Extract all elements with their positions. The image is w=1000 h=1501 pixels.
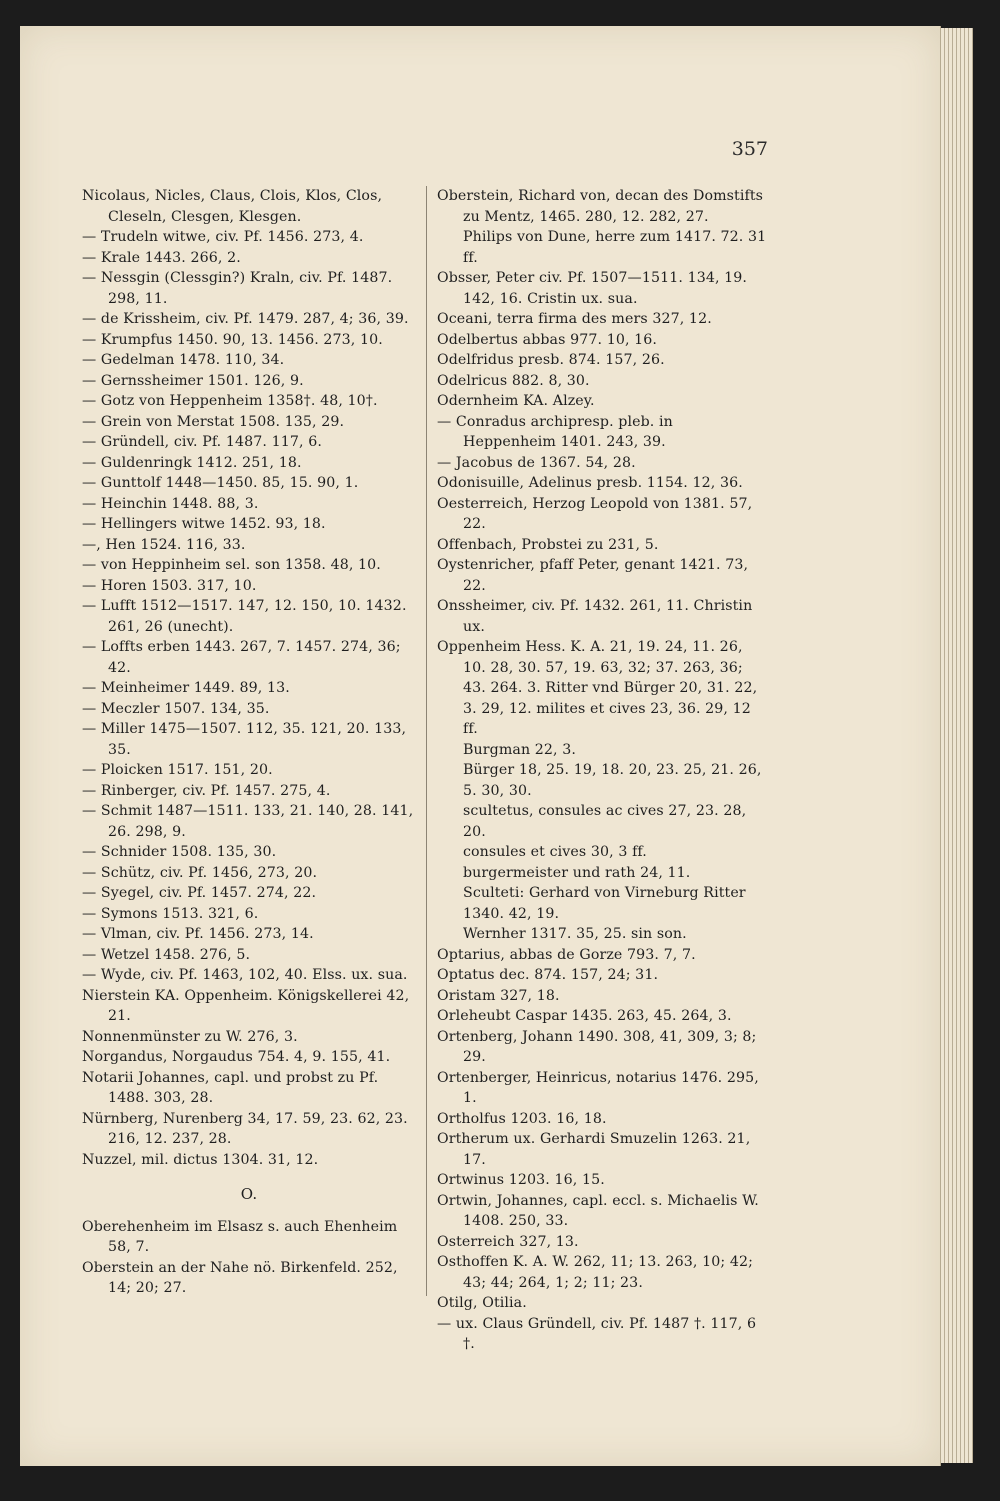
column-divider [426,186,427,1296]
index-entry: Osthoffen K. A. W. 262, 11; 13. 263, 10; 42; 43; 44; 264, 1; 2; 11; 23. [437,1254,754,1291]
index-entry: Otilg, Otilia. [437,1295,527,1311]
index-entry: — Lufft 1512—1517. 147, 12. 150, 10. 1432. 261, 26 (unecht). [82,598,407,635]
index-entry: — Heinchin 1448. 88, 3. [82,495,259,512]
index-entry: Nierstein KA. Oppenheim. Königskellerei 42, 21. [82,987,410,1024]
section-letter: O. [240,1185,258,1203]
index-entry: — Meczler 1507. 134, 35. [82,700,270,717]
index-entry: Optatus dec. 874. 157, 24; 31. [437,967,659,983]
index-entry: Odelbertus abbas 977. 10, 16. [437,331,658,348]
index-entry: Odernheim KA. Alzey. [437,393,595,409]
index-entry: — de Krissheim, civ. Pf. 1479. 287, 4; 36, 39. [82,311,409,327]
index-entry: Osterreich 327, 13. [437,1233,579,1250]
index-entry: — von Heppinheim sel. son 1358. 48, 10. [82,557,381,573]
index-entry: —, Hen 1524. 116, 33. [82,536,246,553]
index-entry: — Horen 1503. 317, 10. [82,577,257,594]
index-entry: Bürger 18, 25. 19, 18. 20, 23. 25, 21. 26, 5. 30, 30. [463,762,762,799]
index-entry: Offenbach, Probstei zu 231, 5. [437,536,659,553]
index-entry: consules et cives 30, 3 ff. [463,844,647,860]
index-entry: Nürnberg, Nurenberg 34, 17. 59, 23. 62, 23. 216, 12. 237, 28. [82,1110,408,1147]
index-entry: — Gotz von Heppenheim 1358†. 48, 10†. [82,393,378,409]
index-entry: burgermeister und rath 24, 11. [463,864,691,881]
index-entry: — Jacobus de 1367. 54, 28. [437,454,636,471]
index-entry: — Wyde, civ. Pf. 1463, 102, 40. Elss. ux. sua. [82,967,408,983]
index-entry: Ortenberger, Heinricus, notarius 1476. 295, 1. [437,1069,759,1106]
index-entry: Onssheimer, civ. Pf. 1432. 261, 11. Christin ux. [437,598,753,635]
index-entry: Nonnenmünster zu W. 276, 3. [82,1028,298,1045]
index-entry: Wernher 1317. 35, 25. sin son. [463,926,687,942]
index-entry: Oceani, terra firma des mers 327, 12. [437,311,712,327]
index-entry: Obsser, Peter civ. Pf. 1507—1511. 134, 19. 142, 16. Cristin ux. sua. [437,270,748,307]
index-entry: — Rinberger, civ. Pf. 1457. 275, 4. [82,782,331,799]
index-entry: — Gedelman 1478. 110, 34. [82,352,285,368]
index-entry: — Symons 1513. 321, 6. [82,905,259,922]
index-column-right [437,186,767,1355]
index-entry: Odelricus 882. 8, 30. [437,372,590,389]
index-entry: — Ploicken 1517. 151, 20. [82,762,273,778]
index-entry: — Krumpfus 1450. 90, 13. 1456. 273, 10. [82,331,383,348]
index-entry: Oberehenheim im Elsasz s. auch Ehenheim 58, 7. [82,1218,398,1255]
index-entry: — Schütz, civ. Pf. 1456, 273, 20. [82,864,318,881]
index-entry: Nicolaus, Nicles, Claus, Clois, Klos, Clos, Cleseln, Clesgen, Klesgen. [82,188,383,225]
index-entry: Norgandus, Norgaudus 754. 4, 9. 155, 41. [82,1049,391,1065]
index-entry: — Gründell, civ. Pf. 1487. 117, 6. [82,434,322,450]
index-entry: Sculteti: Gerhard von Virneburg Ritter 1340. 42, 19. [463,885,746,922]
index-entry: Ortherum ux. Gerhardi Smuzelin 1263. 21, 17. [437,1131,751,1168]
index-entry: Oberstein an der Nahe nö. Birkenfeld. 252, 14; 20; 27. [82,1259,398,1296]
index-entry: — Guldenringk 1412. 251, 18. [82,454,302,471]
index-entry: — Krale 1443. 266, 2. [82,249,241,266]
index-entry: Oesterreich, Herzog Leopold von 1381. 57, 22. [437,495,753,532]
index-entry: — Schnider 1508. 135, 30. [82,844,277,860]
index-entry: — Hellingers witwe 1452. 93, 18. [82,516,326,532]
index-entry: — Meinheimer 1449. 89, 13. [82,680,290,696]
index-entry: Ortholfus 1203. 16, 18. [437,1110,607,1127]
index-entry: — ux. Claus Gründell, civ. Pf. 1487 †. 117, 6 †. [437,1315,757,1352]
index-entry: Burgman 22, 3. [463,741,576,758]
index-entry: Optarius, abbas de Gorze 793. 7, 7. [437,946,696,963]
index-entry: — Syegel, civ. Pf. 1457. 274, 22. [82,885,317,901]
index-entry: — Trudeln witwe, civ. Pf. 1456. 273, 4. [82,229,364,245]
index-entry: — Conradus archipresp. pleb. in Heppenheim 1401. 243, 39. [437,413,673,450]
index-entry: Odonisuille, Adelinus presb. 1154. 12, 36. [437,475,743,491]
index-entry: Notarii Johannes, capl. und probst zu Pf. 1488. 303, 28. [82,1069,379,1106]
index-entry: Philips von Dune, herre zum 1417. 72. 31 ff. [463,229,767,266]
index-entry: scultetus, consules ac cives 27, 23. 28, 20. [463,803,747,840]
index-entry: Oppenheim Hess. K. A. 21, 19. 24, 11. 26, 10. 28, 30. 57, 19. 63, 32; 37. 263, 36; 43. 264. 3. Ritter vnd Bürger 20, 31. 22, 3. 29, 12. milites et cives 23, 36. 29, 12 ff. [437,639,758,737]
page-number: 357 [731,138,768,160]
index-entry: Ortwinus 1203. 16, 15. [437,1172,605,1188]
index-entry: — Loffts erben 1443. 267, 7. 1457. 274, 36; 42. [82,639,401,676]
index-entry: — Vlman, civ. Pf. 1456. 273, 14. [82,926,314,942]
index-entry: Oberstein, Richard von, decan des Domstifts zu Mentz, 1465. 280, 12. 282, 27. [437,188,764,225]
index-entry: — Miller 1475—1507. 112, 35. 121, 20. 133, 35. [82,721,407,758]
index-entry: Odelfridus presb. 874. 157, 26. [437,352,665,368]
index-entry: — Wetzel 1458. 276, 5. [82,946,251,963]
index-entry: Orleheubt Caspar 1435. 263, 45. 264, 3. [437,1008,732,1024]
index-entry: Ortenberg, Johann 1490. 308, 41, 309, 3; 8; 29. [437,1028,757,1065]
index-column-left [82,186,416,1299]
index-entry: — Gernssheimer 1501. 126, 9. [82,372,304,389]
index-entry: Oystenricher, pfaff Peter, genant 1421. 73, 22. [437,557,749,594]
index-entry: — Nessgin (Clessgin?) Kraln, civ. Pf. 1487. 298, 11. [82,270,393,307]
index-entry: — Gunttolf 1448—1450. 85, 15. 90, 1. [82,475,359,491]
index-entry: Oristam 327, 18. [437,987,560,1004]
index-entry: Nuzzel, mil. dictus 1304. 31, 12. [82,1151,319,1168]
index-entry: — Schmit 1487—1511. 133, 21. 140, 28. 141, 26. 298, 9. [82,803,414,840]
index-entry: Ortwin, Johannes, capl. eccl. s. Michaelis W. 1408. 250, 33. [437,1192,759,1229]
index-entry: — Grein von Merstat 1508. 135, 29. [82,413,345,430]
